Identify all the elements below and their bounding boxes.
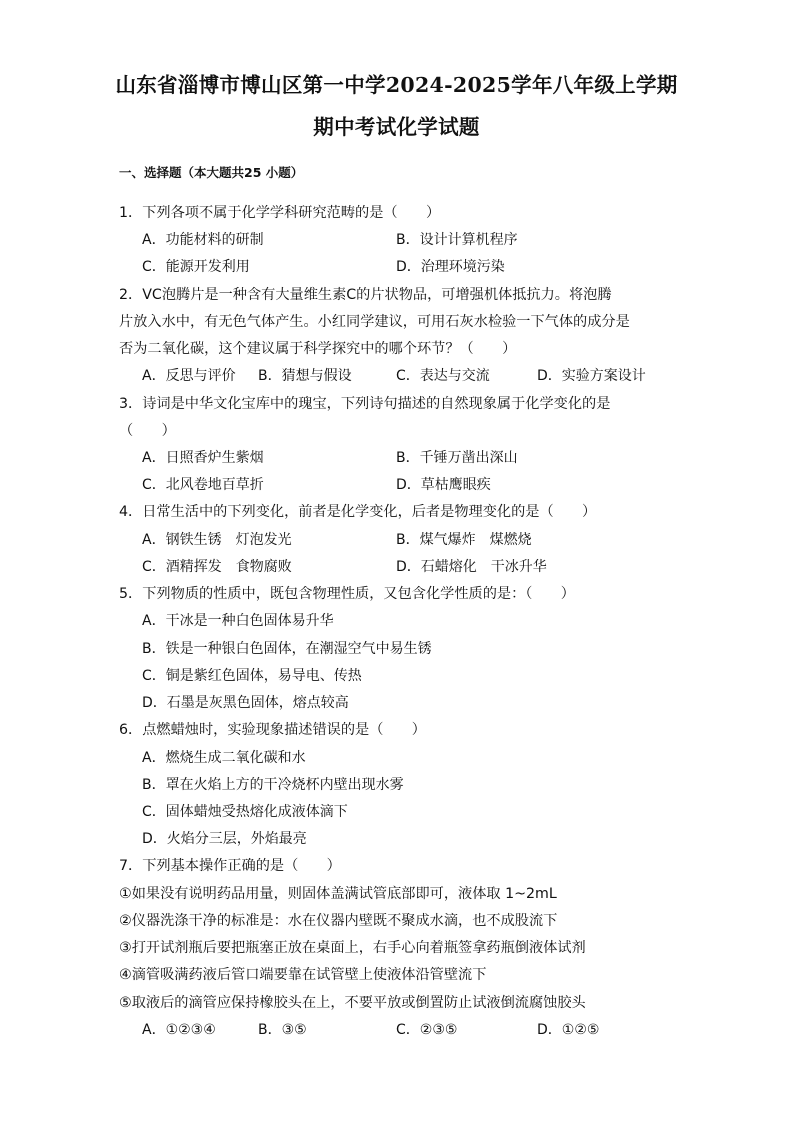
question-3-option-d: D．草枯鹰眼疾 <box>396 477 491 493</box>
question-7-stem: 7．下列基本操作正确的是（ ） <box>119 858 341 874</box>
question-7-statement-5: ⑤取液后的滴管应保持橡胶头在上，不要平放或倒置防止试液倒流腐蚀胶头 <box>119 995 586 1011</box>
question-7-statement-1: ①如果没有说明药品用量，则固体盖满试管底部即可，液体取 1~2mL <box>119 886 557 902</box>
question-2-stem-line3: 否为二氧化碳，这个建议属于科学探究中的哪个环节？（ ） <box>119 341 517 357</box>
question-1-stem: 1．下列各项不属于化学学科研究范畴的是（ ） <box>119 205 441 221</box>
question-4-option-b: B．煤气爆炸 煤燃烧 <box>396 532 532 548</box>
question-1-option-c: C．能源开发利用 <box>142 259 250 275</box>
question-1-option-b: B．设计计算机程序 <box>396 232 518 248</box>
question-4-option-a: A．钢铁生锈 灯泡发光 <box>142 532 292 548</box>
question-1-option-d: D．治理环境污染 <box>396 259 505 275</box>
question-2-option-c: C．表达与交流 <box>396 368 490 384</box>
question-6-option-d: D．火焰分三层，外焰最亮 <box>142 831 307 847</box>
question-5-option-d: D．石墨是灰黑色固体，熔点较高 <box>142 695 349 711</box>
question-7-option-d: D．①②⑤ <box>537 1022 600 1038</box>
question-6-option-a: A．燃烧生成二氧化碳和水 <box>142 750 306 766</box>
question-5-option-c: C．铜是紫红色固体，易导电、传热 <box>142 668 362 684</box>
question-4-stem: 4．日常生活中的下列变化，前者是化学变化，后者是物理变化的是（ ） <box>119 504 597 520</box>
question-6-option-c: C．固体蜡烛受热熔化成液体滴下 <box>142 804 348 820</box>
question-7-statement-3: ③打开试剂瓶后要把瓶塞正放在桌面上，右手心向着瓶签拿药瓶倒液体试剂 <box>119 940 586 956</box>
question-6-option-b: B．罩在火焰上方的干冷烧杯内壁出现水雾 <box>142 777 404 793</box>
question-7-statement-4: ④滴管吸满药液后管口端要靠在试管壁上使液体沿管壁流下 <box>119 967 487 983</box>
question-3-option-a: A．日照香炉生紫烟 <box>142 450 264 466</box>
question-7-option-a: A．①②③④ <box>142 1022 216 1038</box>
question-3-option-b: B．千锤万凿出深山 <box>396 450 518 466</box>
question-2-stem-line2: 片放入水中，有无色气体产生。小红同学建议，可用石灰水检验一下气体的成分是 <box>119 314 630 330</box>
exam-title-line2: 期中考试化学试题 <box>313 115 480 139</box>
section-heading: 一、选择题（本大题共25 小题） <box>119 165 304 180</box>
question-3-option-c: C．北风卷地百草折 <box>142 477 264 493</box>
question-1-option-a: A．功能材料的研制 <box>142 232 264 248</box>
question-3-stem-line1: 3．诗词是中华文化宝库中的瑰宝，下列诗句描述的自然现象属于化学变化的是 <box>119 396 611 412</box>
question-3-stem-line2: （ ） <box>119 423 176 439</box>
question-5-option-b: B．铁是一种银白色固体，在潮湿空气中易生锈 <box>142 641 432 657</box>
question-2-option-b: B．猜想与假设 <box>258 368 352 384</box>
question-2-option-a: A．反思与评价 <box>142 368 236 384</box>
question-2-option-d: D．实验方案设计 <box>537 368 646 384</box>
question-7-statement-2: ②仪器洗涤干净的标准是：水在仪器内壁既不聚成水滴，也不成股流下 <box>119 913 558 929</box>
question-4-option-c: C．酒精挥发 食物腐败 <box>142 559 292 575</box>
question-5-stem: 5．下列物质的性质中，既包含物理性质，又包含化学性质的是：（ ） <box>119 586 575 602</box>
question-7-option-c: C．②③⑤ <box>396 1022 458 1038</box>
exam-title-line1: 山东省淄博市博山区第一中学2024-2025学年八年级上学期 <box>115 73 678 97</box>
question-5-option-a: A．干冰是一种白色固体易升华 <box>142 613 334 629</box>
question-2-stem-line1: 2．VC泡腾片是一种含有大量维生素C的片状物品，可增强机体抵抗力。将泡腾 <box>119 287 612 303</box>
question-6-stem: 6．点燃蜡烛时，实验现象描述错误的是（ ） <box>119 722 426 738</box>
question-4-option-d: D．石蜡熔化 干冰升华 <box>396 559 547 575</box>
question-7-option-b: B．③⑤ <box>258 1022 307 1038</box>
